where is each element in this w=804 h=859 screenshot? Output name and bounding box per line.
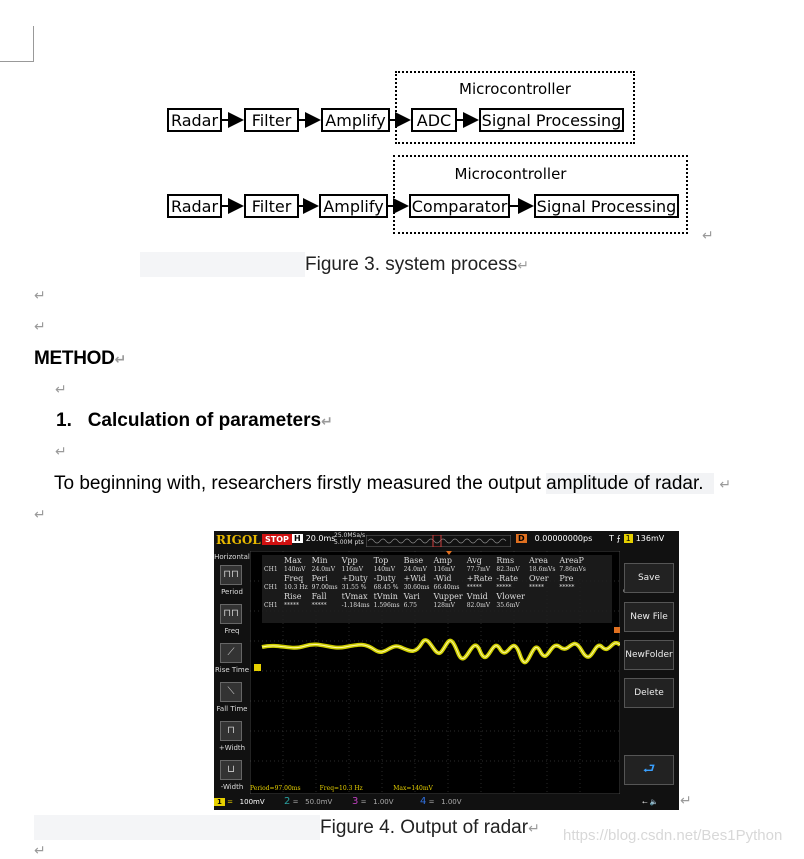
channel-1-number: 1 [214,798,225,806]
meas-value: 140mV [284,565,306,573]
meas-header: tVmax [341,591,368,601]
delay-value: 0.00000000ps [534,534,593,543]
subsection-title: Calculation of parameters [87,410,322,431]
left-menu-header: Horizontal [214,553,250,561]
meas-header: Top [373,555,389,565]
timebase-value: 20.0ms [305,534,336,543]
meas-header: Vari [403,591,420,601]
left-menu-fall-time[interactable]: Fall Time [216,705,248,713]
paragraph-mark: ↵ [55,382,67,398]
meas-value-row-1 [262,565,588,573]
meas-value: 24.0mV [403,565,427,573]
scope-top-bar [214,531,679,551]
left-menu-negative-width[interactable]: -Width [220,783,244,791]
meas-value: 1.596ms [373,601,400,609]
meas-header-row-1 [262,555,588,565]
meas-value: 116mV [433,565,455,573]
channel-4-number: 4 [420,796,427,807]
meas-value: CH1 [264,565,278,573]
microcontroller-label-2: Microcontroller [454,165,567,183]
block-amplify-2: Amplify [319,194,388,218]
block-adc: ADC [411,108,457,132]
meas-header: Max [284,555,302,565]
block-amplify-1: Amplify [321,108,390,132]
waveform-overview [366,535,511,547]
body-paragraph [54,473,731,495]
meas-value: 97.00ms [311,583,338,591]
rise-time-icon[interactable]: ⟋ [220,643,242,663]
enter-icon: ⮐ [642,761,656,777]
channel-1-marker [254,664,261,671]
meas-header: Area [528,555,549,565]
scope-delay [516,534,592,543]
scope-channel-bar [214,794,679,810]
meas-header: Vlower [496,591,525,601]
microcontroller-label-1: Microcontroller [459,80,571,98]
meas-value: ***** [466,583,482,591]
delay-label: D [518,534,525,543]
sample-rate: 25.0MSa/s [334,532,366,539]
trigger-label: T [609,534,614,543]
meas-value: 116mV [341,565,364,573]
meas-header: Vmid [466,591,488,601]
caption-shade [140,252,305,277]
figure-3-caption-text: Figure 3. system process [305,254,518,275]
meas-value: ***** [528,583,544,591]
left-menu-period[interactable]: Period [221,588,243,596]
fall-time-icon[interactable]: ⟍ [220,682,242,702]
channel-4[interactable]: 4 = 1.00V [420,796,462,807]
meas-header: Fall [311,591,327,601]
meas-value: 82.0mV [466,601,491,609]
meas-header: AreaP [559,555,584,565]
meas-value: 30.60ms [403,583,430,591]
meas-value: 10.3 Hz [284,583,308,591]
section-heading-text: METHOD [34,348,115,369]
meas-value: CH1 [264,601,278,609]
channel-3-scale: 1.00V [373,798,394,806]
meas-header: Rise [284,591,302,601]
meas-value: 18.6mVs [528,565,556,573]
figure-4-caption [320,817,540,839]
meas-value: 35.6mV [496,601,520,609]
save-button[interactable]: Save [624,563,674,593]
paragraph-mark: ↵ [34,319,46,335]
freq-icon[interactable]: ⊓⊓ [220,604,242,624]
meas-header: Rms [496,555,515,565]
meas-value: -1.184ms [341,601,370,609]
paragraph-highlight: amplitude of radar. [546,473,704,494]
trigger-channel: 1 [625,534,631,543]
positive-width-icon[interactable]: ⊓ [220,721,242,741]
caption-shade [34,815,320,840]
channel-3[interactable]: 3 = 1.00V [352,796,394,807]
subsection-heading [56,410,333,432]
scope-brand: RIGOL [216,533,261,547]
diagram-arrows [0,0,804,260]
meas-value: 140mV [373,565,396,573]
paragraph-mark: ↵ [528,821,540,837]
paragraph-mark: ↵ [517,258,529,274]
meas-value-row-3 [262,601,588,609]
channel-4-scale: 1.00V [441,798,462,806]
meas-header: +Rate [466,573,493,583]
meas-header: Peri [311,573,328,583]
channel-2-scale: 50.0mV [305,798,333,806]
meas-header: Over [528,573,549,583]
scope-right-menu [620,551,679,801]
block-radar-1: Radar [167,108,222,132]
meas-value: 31.55 % [341,583,367,591]
meas-header: tVmin [373,591,398,601]
paragraph-mark: ↵ [114,352,126,368]
paragraph-mark: ↵ [702,228,714,244]
meas-header: +Duty [341,573,368,583]
meas-value: 77.7mV [466,565,491,573]
delete-button[interactable]: Delete [624,678,674,708]
channel-2-number: 2 [284,796,291,807]
meas-value: ***** [496,583,512,591]
paragraph-mark: ↵ [55,444,67,460]
meas-header: -Duty [373,573,396,583]
meas-value: 7.86mVs [559,565,586,573]
channel-1[interactable]: 1 = 100mV [214,796,265,808]
meas-value: 6.75 [403,601,417,609]
block-signal-processing-2: Signal Processing [534,194,679,218]
meas-value: ***** [559,583,575,591]
scope-timebase [292,534,335,543]
usb-sound-icons: ⭠ 🔈 [642,798,659,806]
footer-period: Period=97.00ms [250,785,301,792]
paragraph-text: To beginning with, researchers firstly measured the output [54,473,547,494]
meas-value: 82.3mV [496,565,520,573]
left-menu-positive-width[interactable]: +Width [218,744,246,752]
channel-2[interactable]: 2 = 50.0mV [284,796,333,807]
new-folder-button[interactable]: NewFolder [624,640,674,670]
meas-header: Amp [433,555,452,565]
paragraph-mark: ↵ [321,414,333,430]
scope-footer-readout [250,785,433,792]
meas-header: Pre [559,573,574,583]
trigger-edge-icon: ⨍ [616,534,621,543]
scope-trigger [609,534,664,543]
scope-left-menu [214,551,250,801]
meas-header: -Rate [496,573,519,583]
footer-max: Max=140mV [393,785,433,792]
meas-header: Base [403,555,424,565]
left-menu-freq[interactable]: Freq [224,627,240,635]
paragraph-mark: ↵ [34,843,46,859]
meas-value: 68.45 % [373,583,399,591]
paragraph-mark: ↵ [34,507,46,523]
subsection-number: 1. [56,410,72,431]
paragraph-mark: ↵ [680,793,692,809]
figure-4-caption-text: Figure 4. Output of radar [320,817,529,838]
meas-value: 66.40ms [433,583,460,591]
enter-button[interactable] [624,755,674,785]
footer-freq: Freq=10.3 Hz [319,785,363,792]
channel-1-scale: 100mV [239,798,265,806]
meas-header: Vpp [341,555,358,565]
meas-header-row-3 [262,591,588,601]
meas-header-row-2 [262,573,588,583]
meas-value: CH1 [264,583,278,591]
figure-3-caption [305,254,529,276]
meas-header: Min [311,555,328,565]
section-heading [34,348,126,370]
memory-depth: 5.00M pts [334,539,364,546]
block-filter-1: Filter [244,108,299,132]
timebase-label: H [294,534,301,543]
meas-header: Vupper [433,591,463,601]
new-file-button[interactable]: New File [624,602,674,632]
meas-header: Avg [466,555,482,565]
meas-header: +Wid [403,573,427,583]
meas-value: ***** [284,601,299,609]
scope-status-badge: STOP [262,534,292,545]
negative-width-icon[interactable]: ⊔ [220,760,242,780]
meas-header: -Wid [433,573,452,583]
meas-value: ***** [311,601,327,609]
left-menu-rise-time[interactable]: Rise Time [214,666,250,674]
period-icon[interactable]: ⊓⊓ [220,565,242,585]
trigger-level: 136mV [635,534,665,543]
scope-sample-info [334,532,365,546]
block-signal-processing-1: Signal Processing [479,108,624,132]
meas-value: 128mV [433,601,455,609]
paragraph-mark: ↵ [34,288,46,304]
block-filter-2: Filter [244,194,299,218]
watermark: https://blog.csdn.net/Bes1Python [563,827,783,844]
meas-header: Freq [284,573,304,583]
paragraph-mark: ↵ [719,477,732,493]
measurement-table [262,555,612,623]
channel-3-number: 3 [352,796,359,807]
block-comparator: Comparator [409,194,510,218]
block-radar-2: Radar [167,194,222,218]
oscilloscope-screenshot [214,531,679,810]
meas-value-row-2 [262,583,588,591]
meas-value: 24.0mV [311,565,336,573]
